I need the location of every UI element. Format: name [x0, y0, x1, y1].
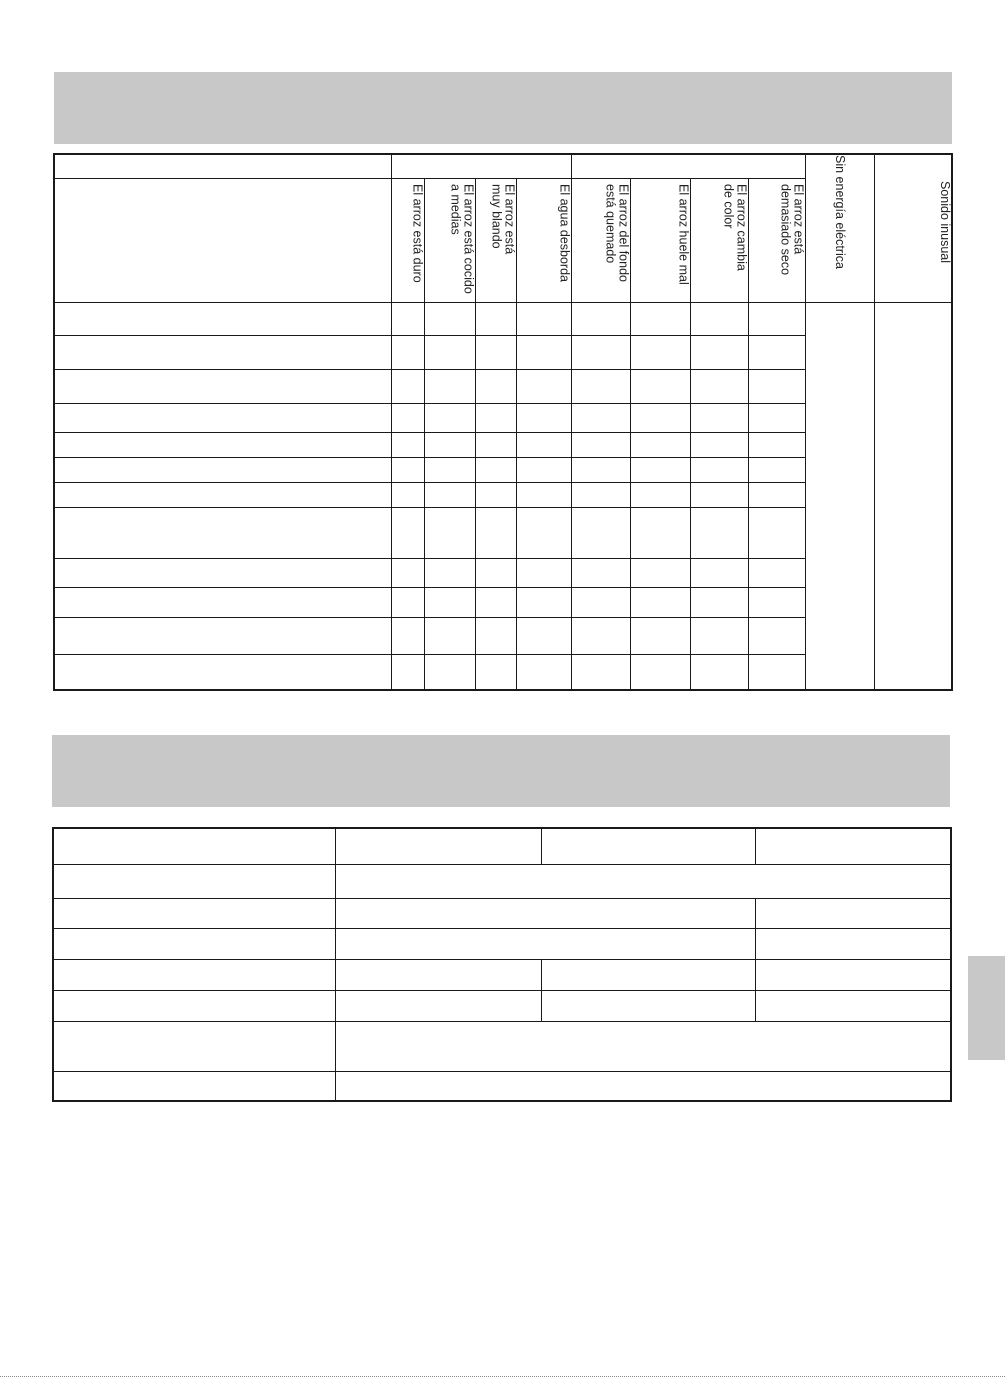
table-cell: [630, 617, 690, 654]
table-cell: [690, 587, 748, 617]
table-cell: [475, 369, 516, 403]
symptom-header: [874, 154, 952, 302]
table-cell: [516, 403, 571, 432]
table-cell: [516, 587, 571, 617]
table-cell: [630, 558, 690, 587]
table-cell: [391, 302, 424, 335]
table-cell: [475, 654, 516, 690]
table-cell: [424, 457, 475, 482]
table-cell: [755, 898, 951, 928]
symptom-header: [475, 178, 516, 302]
table-cell: [424, 302, 475, 335]
table-cell: [424, 369, 475, 403]
spec-label-cell: [53, 928, 335, 959]
table-cell: [748, 482, 805, 507]
table-cell: [571, 654, 630, 690]
table-cell: [391, 587, 424, 617]
table-cell: [475, 482, 516, 507]
symptom-header: [690, 178, 748, 302]
symptom-label: El arroz del fondo está quemado: [603, 183, 631, 282]
table-cell: [571, 457, 630, 482]
table-cell: [690, 507, 748, 558]
table-cell: [690, 654, 748, 690]
table-cell: [516, 369, 571, 403]
spec-label-cell: [53, 1021, 335, 1071]
table-cell: [690, 558, 748, 587]
specifications-table: [52, 827, 952, 1102]
symptom-header: [805, 154, 874, 302]
symptom-header: [571, 178, 630, 302]
table-cell: [630, 302, 690, 335]
table-cell: [755, 990, 951, 1021]
cause-cell: [54, 558, 391, 587]
cause-cell: [54, 617, 391, 654]
cause-cell: [54, 482, 391, 507]
symptom-label: El agua desborda: [557, 183, 572, 282]
table-cell: [391, 617, 424, 654]
table-cell: [475, 403, 516, 432]
table-cell: [690, 617, 748, 654]
table-cell: [571, 403, 630, 432]
table-cell: [475, 302, 516, 335]
table-cell: [748, 507, 805, 558]
table-cell: [690, 482, 748, 507]
cause-cell: [54, 587, 391, 617]
symptom-header: [516, 178, 571, 302]
table-cell: [630, 507, 690, 558]
table-cell: [335, 990, 541, 1021]
symptom-header: [630, 178, 690, 302]
table-row: [53, 1071, 951, 1101]
table-row: [53, 959, 951, 990]
table-cell: [516, 617, 571, 654]
table-cell: [335, 828, 541, 864]
spec-label-cell: [53, 828, 335, 864]
table-cell: [630, 457, 690, 482]
table-cell: [630, 335, 690, 369]
symptom-label: El arroz está duro: [410, 183, 425, 283]
symptom-header: [424, 178, 475, 302]
table-cell: [516, 335, 571, 369]
table-cell: [391, 558, 424, 587]
table-cell: [424, 654, 475, 690]
table-cell: [571, 335, 630, 369]
section-side-tab: [968, 956, 1005, 1060]
page-edge-divider: [0, 1376, 1005, 1377]
table-cell: [571, 617, 630, 654]
table-cell: [335, 928, 755, 959]
table-cell: [748, 302, 805, 335]
table-cell: [516, 654, 571, 690]
header-cell: [54, 154, 391, 178]
table-cell: [755, 959, 951, 990]
table-cell: [571, 587, 630, 617]
table-cell: [748, 335, 805, 369]
table-cell: [690, 369, 748, 403]
table-cell: [391, 369, 424, 403]
table-cell: [424, 558, 475, 587]
table-cell: [424, 403, 475, 432]
table-cell: [475, 587, 516, 617]
table-cell: [475, 432, 516, 457]
table-cell: [335, 1021, 951, 1071]
table-cell: [516, 507, 571, 558]
section-header-banner: [52, 735, 950, 807]
table-cell: [424, 507, 475, 558]
table-cell: [571, 482, 630, 507]
table-cell: [475, 558, 516, 587]
table-cell: [541, 990, 755, 1021]
table-cell: [571, 369, 630, 403]
cause-cell: [54, 302, 391, 335]
table-row: [53, 990, 951, 1021]
table-cell: [335, 1071, 951, 1101]
table-cell: [475, 617, 516, 654]
table-cell: [391, 457, 424, 482]
table-cell: [755, 928, 951, 959]
table-cell: [424, 335, 475, 369]
table-cell: [874, 302, 952, 690]
table-cell: [391, 654, 424, 690]
table-cell: [748, 432, 805, 457]
symptom-label: El arroz cambia de color: [721, 183, 749, 271]
table-row: [54, 302, 952, 335]
table-cell: [805, 302, 874, 690]
header-cell: [54, 178, 391, 302]
symptom-label: El arroz está demasiado seco: [778, 183, 806, 275]
table-cell: [541, 828, 755, 864]
cause-cell: [54, 432, 391, 457]
table-cell: [630, 587, 690, 617]
table-cell: [335, 898, 755, 928]
table-cell: [424, 432, 475, 457]
table-row: [53, 828, 951, 864]
table-cell: [690, 457, 748, 482]
table-cell: [690, 432, 748, 457]
table-cell: [516, 558, 571, 587]
table-cell: [516, 482, 571, 507]
table-row: [53, 864, 951, 898]
spec-label-cell: [53, 990, 335, 1021]
table-cell: [571, 302, 630, 335]
header-group-cell: [391, 154, 571, 178]
table-cell: [755, 828, 951, 864]
table-cell: [335, 864, 951, 898]
table-cell: [391, 403, 424, 432]
cause-cell: [54, 403, 391, 432]
table-group-header-row: [54, 154, 952, 178]
table-row: [53, 1021, 951, 1071]
cause-cell: [54, 654, 391, 690]
cause-cell: [54, 457, 391, 482]
section-header-banner: [54, 72, 952, 144]
table-cell: [748, 369, 805, 403]
table-cell: [690, 302, 748, 335]
table-cell: [391, 482, 424, 507]
symptom-label: El arroz está muy blando: [489, 183, 517, 254]
table-row: [53, 928, 951, 959]
table-cell: [571, 558, 630, 587]
table-cell: [748, 403, 805, 432]
table-cell: [475, 335, 516, 369]
table-cell: [335, 959, 541, 990]
symptom-label: Sonido inusual: [938, 181, 952, 264]
table-cell: [391, 507, 424, 558]
table-cell: [748, 617, 805, 654]
symptom-header: [748, 178, 805, 302]
cause-cell: [54, 369, 391, 403]
spec-label-cell: [53, 898, 335, 928]
header-group-cell: [571, 154, 805, 178]
table-cell: [424, 617, 475, 654]
table-cell: [475, 457, 516, 482]
table-cell: [630, 654, 690, 690]
table-cell: [424, 482, 475, 507]
spec-label-cell: [53, 959, 335, 990]
table-cell: [475, 507, 516, 558]
symptom-header: [391, 178, 424, 302]
table-row: [53, 898, 951, 928]
table-cell: [391, 335, 424, 369]
cause-cell: [54, 507, 391, 558]
table-cell: [748, 457, 805, 482]
troubleshooting-table: [53, 153, 953, 691]
table-cell: [690, 335, 748, 369]
table-cell: [516, 457, 571, 482]
cause-cell: [54, 335, 391, 369]
table-cell: [630, 403, 690, 432]
table-cell: [571, 507, 630, 558]
symptom-label: El arroz huele mal: [676, 183, 691, 285]
table-cell: [391, 432, 424, 457]
spec-label-cell: [53, 1071, 335, 1101]
table-cell: [748, 587, 805, 617]
table-cell: [516, 432, 571, 457]
table-cell: [630, 432, 690, 457]
table-cell: [748, 558, 805, 587]
table-cell: [516, 302, 571, 335]
symptom-label: El arroz está cocido a medias: [448, 183, 476, 294]
table-cell: [630, 482, 690, 507]
table-cell: [541, 959, 755, 990]
spec-label-cell: [53, 864, 335, 898]
symptom-label: Sin energía eléctrica: [833, 155, 847, 269]
table-cell: [690, 403, 748, 432]
table-cell: [424, 587, 475, 617]
table-cell: [748, 654, 805, 690]
table-cell: [571, 432, 630, 457]
table-cell: [630, 369, 690, 403]
